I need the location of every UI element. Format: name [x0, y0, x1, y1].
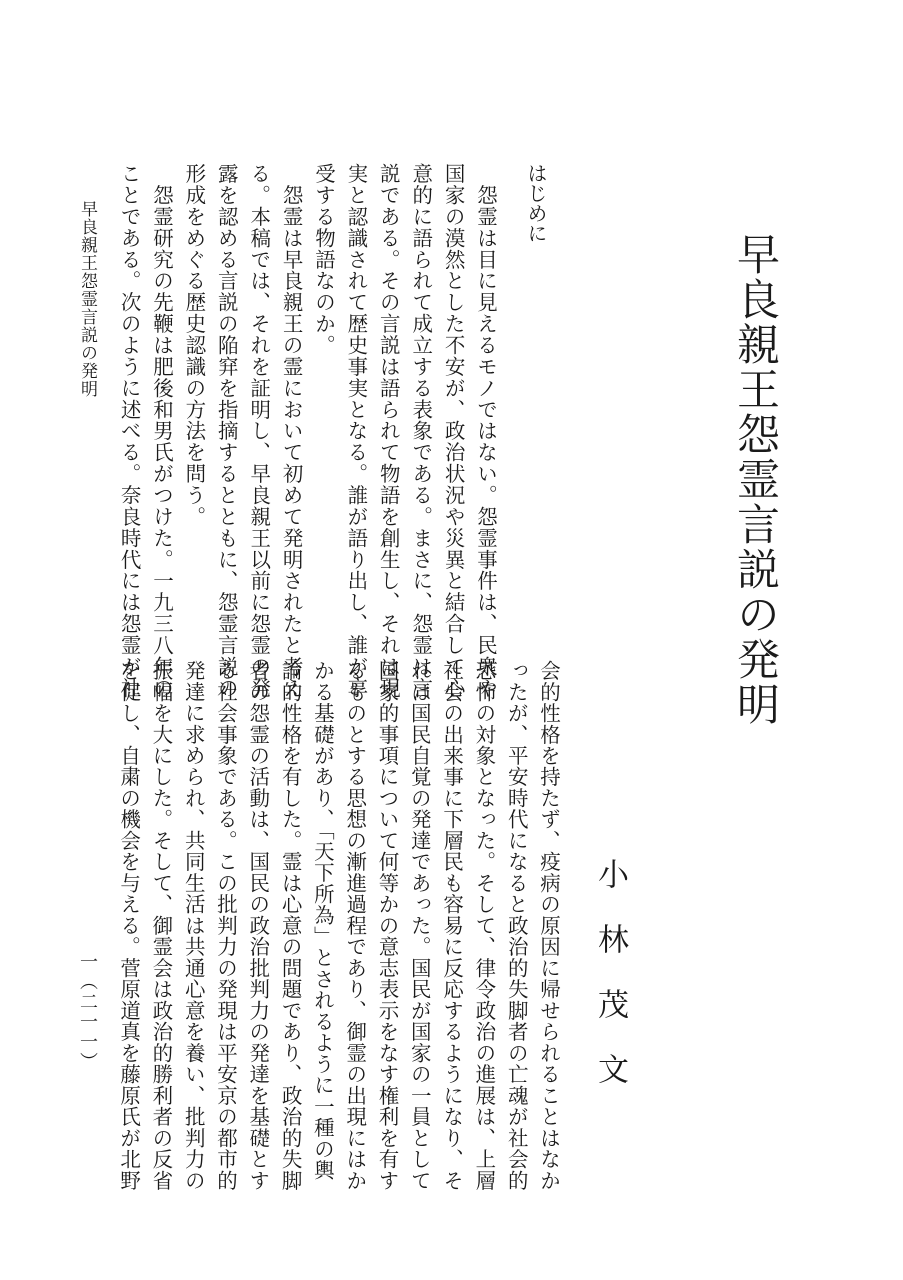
- text-column: 者の怨霊の活動は、国民の政治批判力の発達を基礎とす: [245, 660, 270, 1191]
- author-name: 小林茂文: [592, 858, 628, 1118]
- text-column: 発達に求められ、共同生活は共通心意を養い、批判力の: [181, 660, 206, 1191]
- text-column: 国家の漠然とした不安が、政治状況や災異と結合して心: [441, 163, 466, 699]
- text-column: 怨霊は早良親王の霊において初めて発明されたと考え: [279, 163, 304, 699]
- text-column: れは国民自覚の発達であった。国民が国家の一員として: [407, 660, 432, 1191]
- text-column: るものとする思想の漸進過程であり、御霊の出現にはか: [342, 660, 367, 1191]
- text-column: を促し、自粛の機会を与える。菅原道真を藤原氏が北野: [116, 660, 141, 1191]
- text-column: 怨霊は目に見えるモノではない。怨霊事件は、民衆や: [473, 163, 498, 699]
- text-column: 論的性格を有した。霊は心意の問題であり、政治的失脚: [278, 660, 303, 1191]
- text-column: 会的性格を持たず、疫病の原因に帰せられることはなか: [536, 660, 561, 1191]
- text-column: ことである。次のように述べる。奈良時代には怨霊が社: [117, 163, 142, 699]
- text-column: ったが、平安時代になると政治的失脚者の亡魂が社会的: [504, 660, 529, 1191]
- page-number: 一（二一一）: [77, 952, 98, 1072]
- article-title: 早良親王怨霊言説の発明: [730, 232, 780, 727]
- text-column: 受する物語なのか。: [311, 163, 336, 356]
- text-column: 説である。その言説は語られて物語を創生し、それは現: [376, 163, 401, 699]
- text-column: 怨霊研究の先鞭は肥後和男氏がつけた。一九三八年の: [149, 163, 174, 699]
- text-column: 振幅を大にした。そして、御霊会は政治的勝利者の反省: [148, 660, 173, 1191]
- text-column: 意的に語られて成立する表象である。まさに、怨霊は言: [408, 163, 433, 699]
- text-column: 実と認識されて歴史事実となる。誰が語り出し、誰が享: [343, 163, 368, 699]
- text-column: 社会の出来事に下層民も容易に反応するようになり、そ: [439, 660, 464, 1191]
- text-column: 形成をめぐる歴史認識の方法を問う。: [181, 163, 206, 528]
- text-column: 露を認める言説の陥穽を指摘するとともに、怨霊言説の: [214, 163, 239, 699]
- text-column: 恐怖の対象となった。そして、律令政治の進展は、上層: [471, 660, 496, 1191]
- text-column: る。本稿では、それを証明し、早良親王以前に怨霊の発: [246, 163, 271, 699]
- section-heading: はじめに: [524, 163, 548, 243]
- text-column: かる基礎があり、「天下所為」とされるように一種の輿: [310, 660, 335, 1181]
- text-column: る社会事象である。この批判力の発現は平安京の都市的: [213, 660, 238, 1191]
- running-title: 早良親王怨霊言説の発明: [77, 200, 97, 398]
- text-column: 国家的事項について何等かの意志表示をなす権利を有す: [375, 660, 399, 1191]
